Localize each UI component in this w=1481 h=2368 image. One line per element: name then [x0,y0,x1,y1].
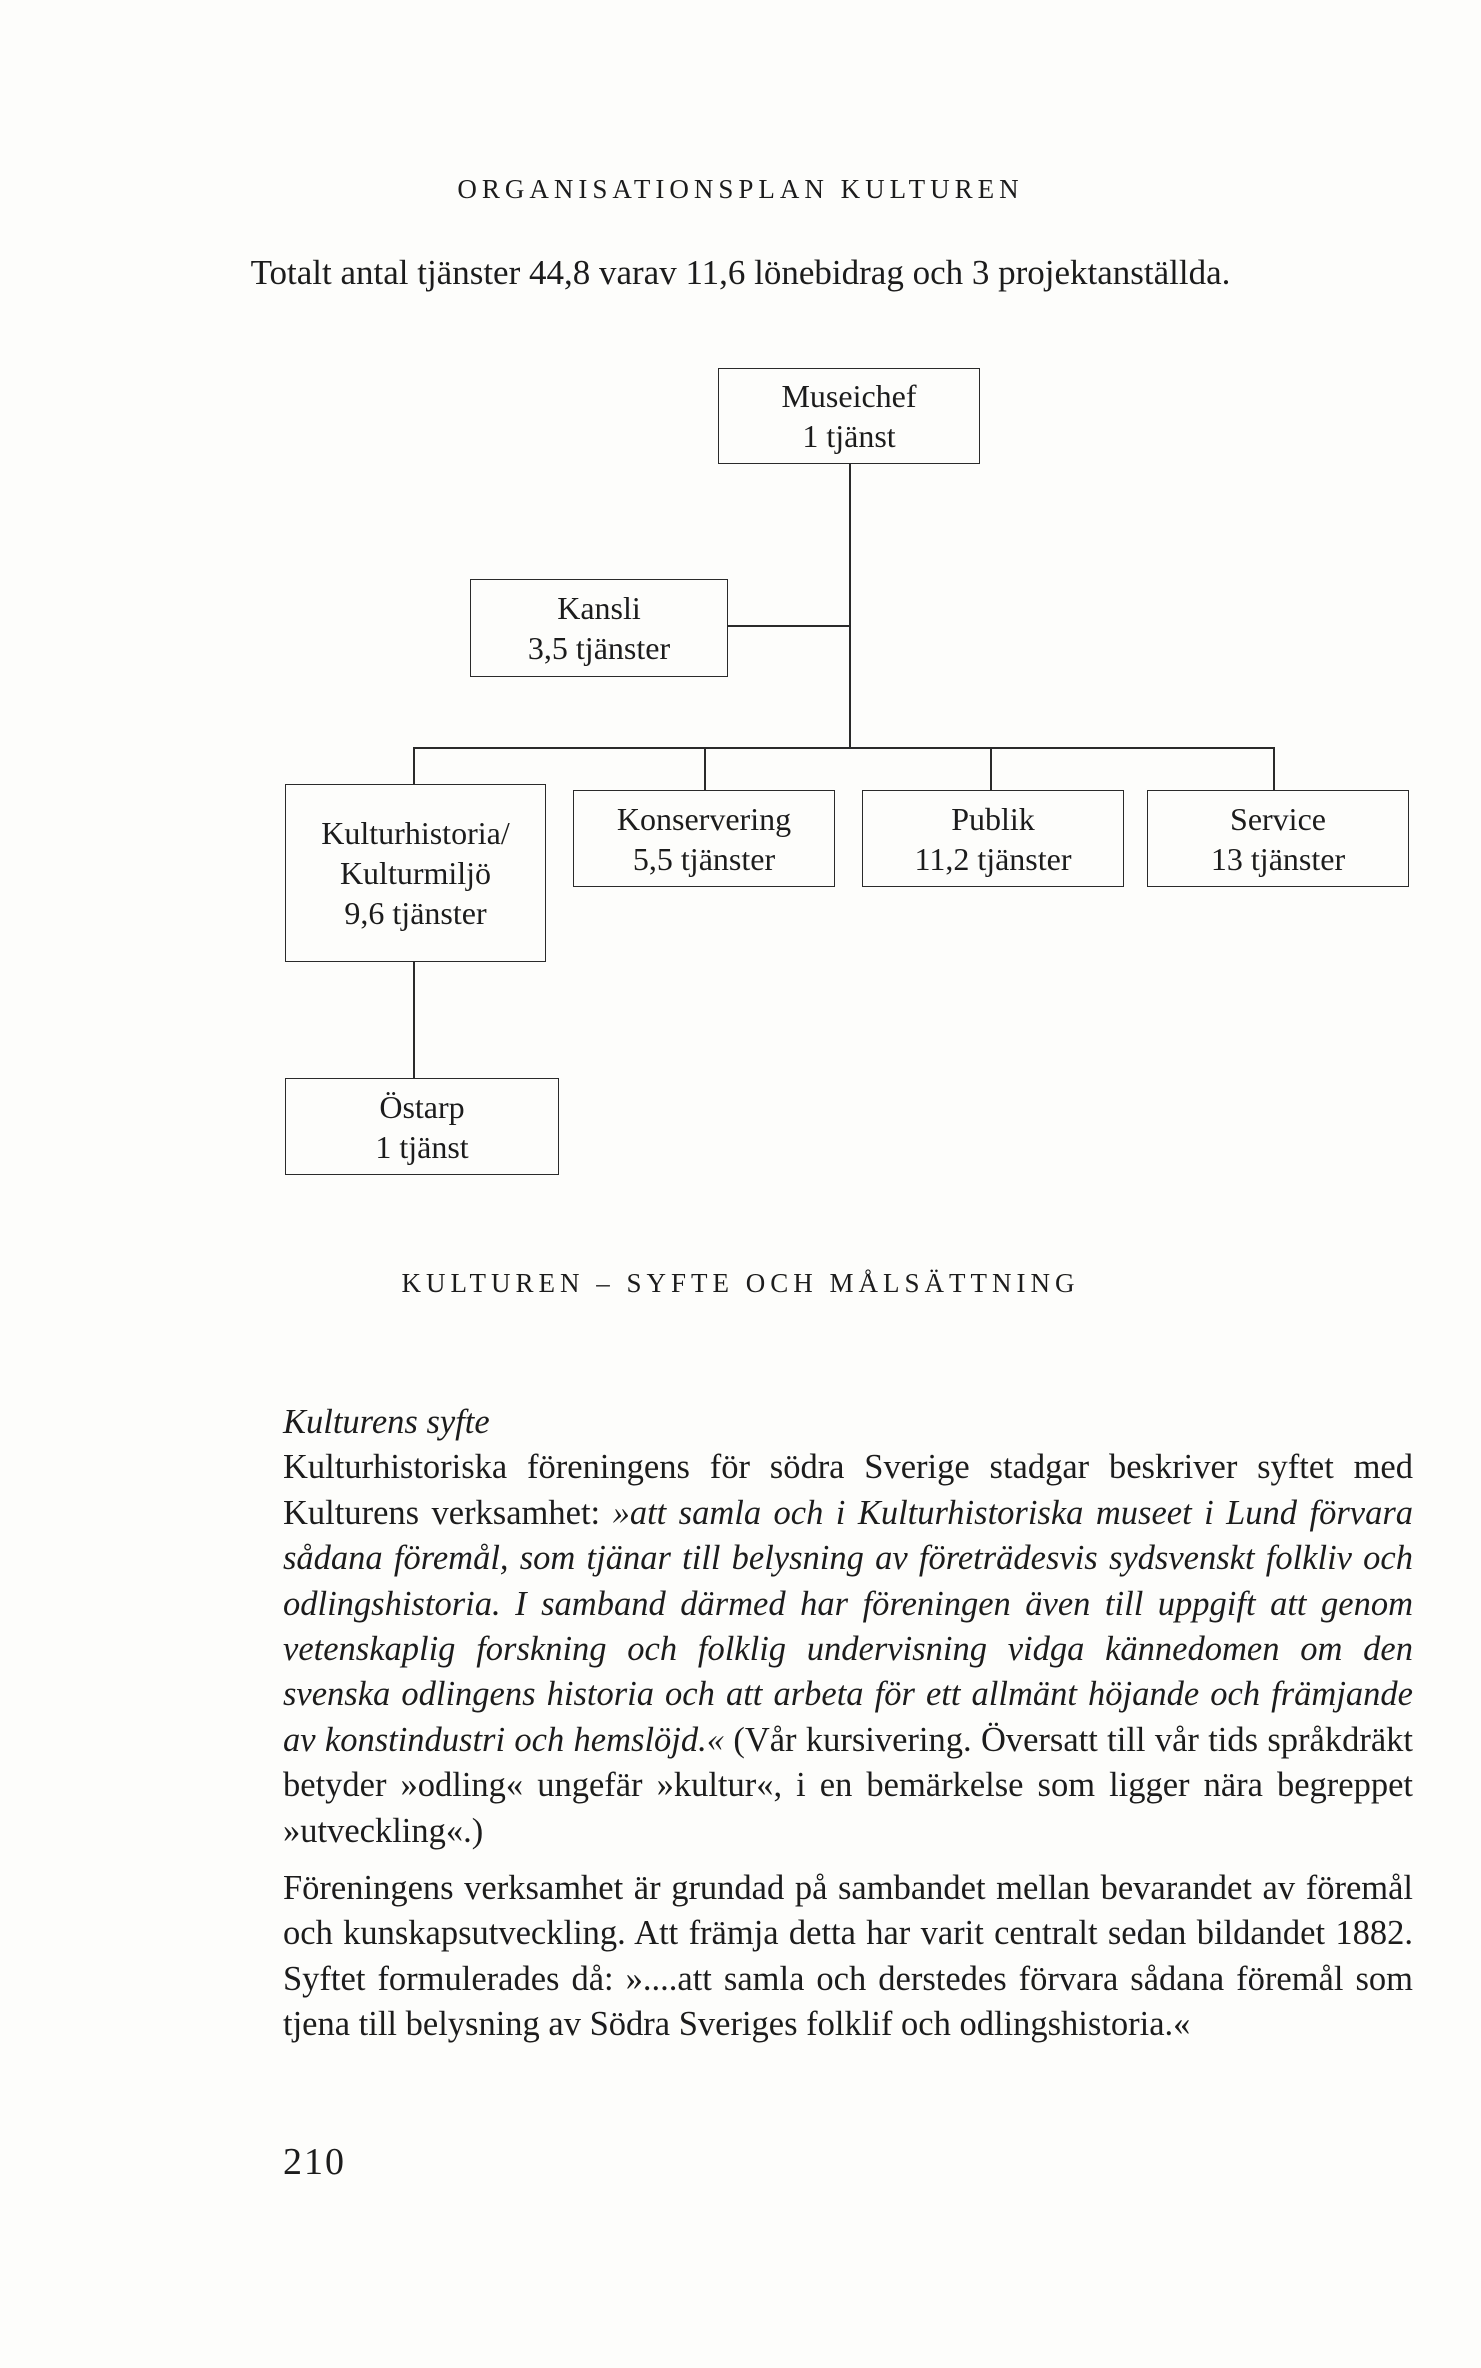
publik-title: Publik [951,800,1035,837]
section-subheading: Kulturens syfte [283,1403,490,1441]
publik-box [862,790,1124,887]
kulturhistoria-title-line1: Kulturhistoria/ [321,815,510,851]
ostarp-box [285,1078,559,1175]
paragraph-1 [283,1445,1413,1854]
connector-line [990,747,992,791]
paragraph-1-lead: Kulturhistoriska föreningens för södra Sverige stadgar beskriver syftet med Kulturens verksamhet: [283,1448,1413,1532]
org-chart-heading: ORGANISATIONSPLAN KULTUREN [457,174,1024,204]
staff-summary: Totalt antal tjänster 44,8 varav 11,6 lönebidrag och 3 projektanställda. [250,253,1231,292]
paragraph-1-tail: (Vår kursivering. Översatt till vår tids språkdräkt betyder »odling« ungefär »kultur«, i en bemärkelse som ligger nära begreppet »utveckling«.) [283,1720,1413,1850]
kulturhistoria-box [285,784,546,962]
kansli-title: Kansli [557,590,641,626]
connector-line [1273,747,1275,791]
kansli-staff: 3,5 tjänster [527,630,671,666]
publik-staff: 11,2 tjänster [914,840,1072,877]
connector-line [849,463,851,747]
connector-line [727,625,850,627]
ostarp-staff: 1 tjänst [375,1128,469,1165]
body-text [283,1400,1413,2048]
paragraph-1-quote: »att samla och i Kulturhistoriska museet i Lund förvara sådana föremål, som tjänar till belysning av företrädesvis sydsvenskt folkliv och odlingshistoria. I samband därmed har föreningen även till uppgift att genom vetenskaplig forskning och folklig undervisning vidga kännedomen om den svenska odlingens historia och att arbeta för ett allmänt höjande och främjande av konstindustri och hemslöjd.« [283,1493,1413,1759]
service-title: Service [1230,800,1326,837]
museichef-box [718,368,980,464]
paragraph-2: Föreningens verksamhet är grundad på sambandet mellan bevarandet av föremål och kunskapsutveckling. Att främja detta har varit centralt sedan bildandet 1882. Syftet formulerades då: »....att samla och derstedes förvara sådana föremål som tjena till belysning av Södra Sveriges folklif och odlingshistoria.« [283,1869,1413,2044]
ostarp-title: Östarp [379,1088,465,1125]
service-box [1147,790,1409,887]
connector-line [704,747,706,791]
museichef-staff: 1 tjänst [802,418,896,454]
connector-line [413,961,415,1079]
konservering-box [573,790,835,887]
kansli-box [470,579,728,677]
kulturhistoria-staff: 9,6 tjänster [344,895,487,931]
page-number: 210 [283,2141,346,2183]
purpose-heading: KULTUREN – SYFTE OCH MÅLSÄTTNING [401,1268,1080,1298]
konservering-staff: 5,5 tjänster [632,840,776,877]
service-staff: 13 tjänster [1210,840,1346,877]
connector-line [413,747,1274,749]
konservering-title: Konservering [616,800,792,837]
kulturhistoria-title-line2: Kulturmiljö [339,855,492,891]
connector-line [413,747,415,785]
museichef-title: Museichef [781,378,917,414]
